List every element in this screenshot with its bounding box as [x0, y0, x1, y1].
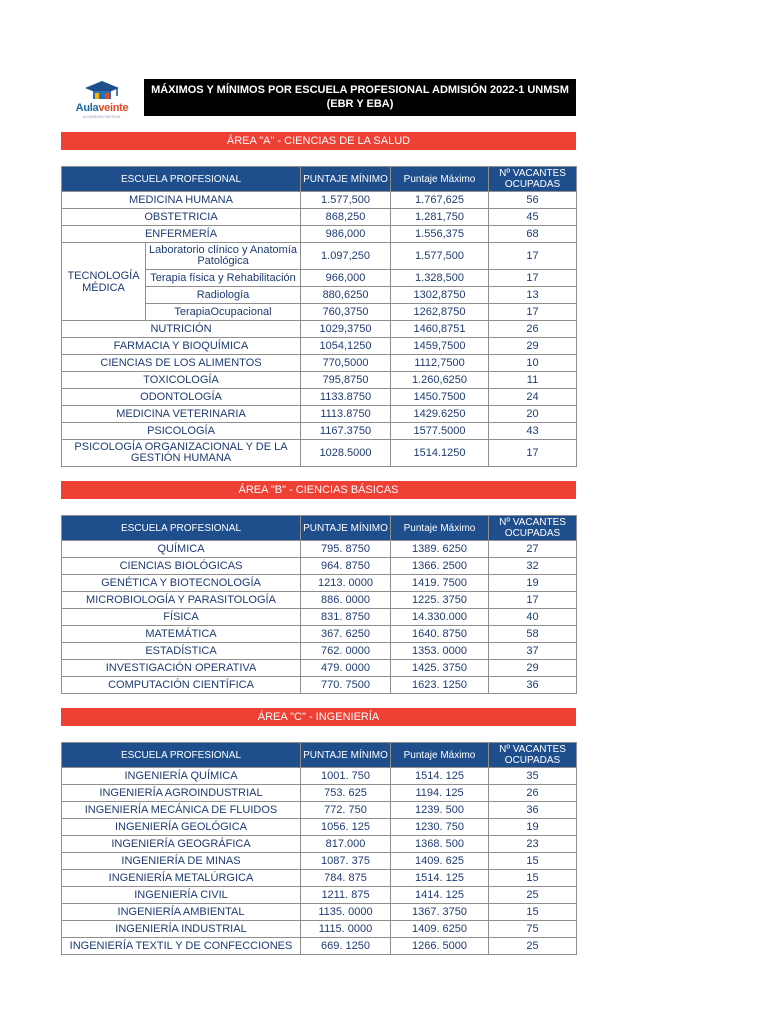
brand-name: Aulaveinte	[75, 102, 129, 114]
minimo-cell: 1213. 0000	[301, 575, 391, 592]
area-a-table	[61, 166, 577, 467]
table-row	[62, 192, 577, 209]
maximo-cell: 1302,8750	[391, 287, 489, 304]
escuela-cell: ESTADÍSTICA	[62, 643, 301, 660]
maximo-cell: 1367. 3750	[391, 904, 489, 921]
escuela-cell: MEDICINA HUMANA	[62, 192, 301, 209]
vacantes-cell: 17	[489, 592, 577, 609]
vacantes-cell: 15	[489, 870, 577, 887]
maximo-cell: 1459,7500	[391, 338, 489, 355]
table-row	[62, 819, 577, 836]
maximo-cell: 1389. 6250	[391, 541, 489, 558]
table-row	[62, 921, 577, 938]
table-row	[62, 836, 577, 853]
table-row	[62, 785, 577, 802]
vacantes-cell: 17	[489, 304, 577, 321]
minimo-cell: 966,000	[301, 270, 391, 287]
table-row	[62, 440, 577, 467]
minimo-cell: 795,8750	[301, 372, 391, 389]
vacantes-cell: 35	[489, 768, 577, 785]
minimo-cell: 760,3750	[301, 304, 391, 321]
table-row	[62, 372, 577, 389]
vacantes-cell: 36	[489, 677, 577, 694]
table-header-row	[62, 743, 577, 768]
table-row	[62, 660, 577, 677]
area-a-title: ÁREA "A" - CIENCIAS DE LA SALUD	[61, 132, 576, 150]
page-title	[144, 79, 576, 116]
sub-escuela-cell: Terapia física y Rehabilitación	[146, 270, 301, 287]
minimo-cell: 762. 0000	[301, 643, 391, 660]
vacantes-cell: 26	[489, 321, 577, 338]
minimo-cell: 479. 0000	[301, 660, 391, 677]
escuela-cell: INGENIERÍA MECÁNICA DE FLUIDOS	[62, 802, 301, 819]
table-row	[62, 938, 577, 955]
escuela-cell: FÍSICA	[62, 609, 301, 626]
table-header-row	[62, 516, 577, 541]
header-minimo: PUNTAJE MÍNIMO	[301, 516, 391, 541]
escuela-cell: NUTRICIÓN	[62, 321, 301, 338]
escuela-cell: QUÍMICA	[62, 541, 301, 558]
vacantes-cell: 13	[489, 287, 577, 304]
vacantes-cell: 56	[489, 192, 577, 209]
escuela-cell: GENÉTICA Y BIOTECNOLOGÍA	[62, 575, 301, 592]
vacantes-cell: 25	[489, 887, 577, 904]
table-row	[62, 226, 577, 243]
table-row	[62, 768, 577, 785]
escuela-cell: INGENIERÍA INDUSTRIAL	[62, 921, 301, 938]
escuela-cell: INGENIERÍA METALÚRGICA	[62, 870, 301, 887]
title-line-1: MÁXIMOS Y MÍNIMOS POR ESCUELA PROFESIONAL ADMISIÓN 2022-1 UNMSM	[151, 84, 569, 96]
vacantes-cell: 40	[489, 609, 577, 626]
maximo-cell: 1266. 5000	[391, 938, 489, 955]
graduation-cap-icon	[84, 80, 120, 102]
table-row	[62, 904, 577, 921]
minimo-cell: 772. 750	[301, 802, 391, 819]
escuela-cell: INGENIERÍA QUÍMICA	[62, 768, 301, 785]
maximo-cell: 1414. 125	[391, 887, 489, 904]
vacantes-cell: 32	[489, 558, 577, 575]
vacantes-cell: 29	[489, 338, 577, 355]
maximo-cell: 1514. 125	[391, 870, 489, 887]
table-row	[62, 321, 577, 338]
table-row	[62, 389, 577, 406]
maximo-cell: 14.330.000	[391, 609, 489, 626]
escuela-cell: CIENCIAS BIOLÓGICAS	[62, 558, 301, 575]
maximo-cell: 1623. 1250	[391, 677, 489, 694]
header-escuela: ESCUELA PROFESIONAL	[62, 516, 301, 541]
table-row	[62, 541, 577, 558]
maximo-cell: 1577.5000	[391, 423, 489, 440]
vacantes-cell: 29	[489, 660, 577, 677]
maximo-cell: 1194. 125	[391, 785, 489, 802]
vacantes-cell: 17	[489, 243, 577, 270]
table-row	[62, 626, 577, 643]
table-row	[62, 355, 577, 372]
escuela-cell: ODONTOLOGÍA	[62, 389, 301, 406]
sub-escuela-cell: TerapiaOcupacional	[146, 304, 301, 321]
maximo-cell: 1353. 0000	[391, 643, 489, 660]
minimo-cell: 1.097,250	[301, 243, 391, 270]
vacantes-cell: 75	[489, 921, 577, 938]
vacantes-cell: 36	[489, 802, 577, 819]
area-b-table	[61, 515, 577, 694]
maximo-cell: 1.281,750	[391, 209, 489, 226]
maximo-cell: 1.767,625	[391, 192, 489, 209]
header-vacantes: Nº VACANTES OCUPADAS	[489, 743, 577, 768]
minimo-cell: 1.577,500	[301, 192, 391, 209]
vacantes-cell: 17	[489, 270, 577, 287]
table-row	[62, 643, 577, 660]
maximo-cell: 1.556,375	[391, 226, 489, 243]
sub-escuela-cell: Laboratorio clínico y Anatomía Patológica	[146, 243, 301, 270]
table-row	[62, 423, 577, 440]
table-row	[62, 677, 577, 694]
maximo-cell: 1419. 7500	[391, 575, 489, 592]
minimo-cell: 367. 6250	[301, 626, 391, 643]
maximo-cell: 1409. 6250	[391, 921, 489, 938]
maximo-cell: 1450.7500	[391, 389, 489, 406]
escuela-cell: MATEMÁTICA	[62, 626, 301, 643]
sub-escuela-cell: Radiología	[146, 287, 301, 304]
escuela-cell: INGENIERÍA TEXTIL Y DE CONFECCIONES	[62, 938, 301, 955]
minimo-cell: 964. 8750	[301, 558, 391, 575]
minimo-cell: 1054,1250	[301, 338, 391, 355]
vacantes-cell: 27	[489, 541, 577, 558]
escuela-cell: MEDICINA VETERINARIA	[62, 406, 301, 423]
header-escuela: ESCUELA PROFESIONAL	[62, 167, 301, 192]
maximo-cell: 1225. 3750	[391, 592, 489, 609]
maximo-cell: 1409. 625	[391, 853, 489, 870]
minimo-cell: 770. 7500	[301, 677, 391, 694]
table-row	[62, 558, 577, 575]
minimo-cell: 1056. 125	[301, 819, 391, 836]
minimo-cell: 795. 8750	[301, 541, 391, 558]
minimo-cell: 868,250	[301, 209, 391, 226]
minimo-cell: 1029,3750	[301, 321, 391, 338]
header-maximo: Puntaje Máximo	[391, 743, 489, 768]
area-b-title: ÁREA "B" - CIENCIAS BÁSICAS	[61, 481, 576, 499]
minimo-cell: 1087. 375	[301, 853, 391, 870]
minimo-cell: 880,6250	[301, 287, 391, 304]
header-minimo: PUNTAJE MÍNIMO	[301, 167, 391, 192]
escuela-cell: MICROBIOLOGÍA Y PARASITOLOGÍA	[62, 592, 301, 609]
vacantes-cell: 17	[489, 440, 577, 467]
title-line-2: (EBR Y EBA)	[326, 98, 394, 110]
maximo-cell: 1262,8750	[391, 304, 489, 321]
minimo-cell: 831. 8750	[301, 609, 391, 626]
escuela-cell: INGENIERÍA GEOLÓGICA	[62, 819, 301, 836]
escuela-cell: INGENIERÍA CIVIL	[62, 887, 301, 904]
vacantes-cell: 15	[489, 904, 577, 921]
minimo-cell: 1133.8750	[301, 389, 391, 406]
minimo-cell: 1211. 875	[301, 887, 391, 904]
maximo-cell: 1112,7500	[391, 355, 489, 372]
vacantes-cell: 15	[489, 853, 577, 870]
table-row	[62, 870, 577, 887]
minimo-cell: 1115. 0000	[301, 921, 391, 938]
vacantes-cell: 45	[489, 209, 577, 226]
vacantes-cell: 43	[489, 423, 577, 440]
table-row	[62, 209, 577, 226]
escuela-cell: FARMACIA Y BIOQUÍMICA	[62, 338, 301, 355]
maximo-cell: 1460,8751	[391, 321, 489, 338]
table-row	[62, 609, 577, 626]
escuela-cell: TOXICOLOGÍA	[62, 372, 301, 389]
maximo-cell: 1366. 2500	[391, 558, 489, 575]
minimo-cell: 770,5000	[301, 355, 391, 372]
escuela-cell: ENFERMERÍA	[62, 226, 301, 243]
minimo-cell: 886. 0000	[301, 592, 391, 609]
vacantes-cell: 24	[489, 389, 577, 406]
vacantes-cell: 68	[489, 226, 577, 243]
vacantes-cell: 23	[489, 836, 577, 853]
table-row	[62, 853, 577, 870]
escuela-cell: INGENIERÍA GEOGRÁFICA	[62, 836, 301, 853]
table-row	[62, 887, 577, 904]
maximo-cell: 1239. 500	[391, 802, 489, 819]
vacantes-cell: 58	[489, 626, 577, 643]
maximo-cell: 1230. 750	[391, 819, 489, 836]
brand-tagline: ACADEMIA VIRTUAL	[82, 114, 122, 119]
escuela-cell: INGENIERÍA DE MINAS	[62, 853, 301, 870]
escuela-cell: CIENCIAS DE LOS ALIMENTOS	[62, 355, 301, 372]
table-row	[62, 338, 577, 355]
maximo-cell: 1514.1250	[391, 440, 489, 467]
table-row	[62, 243, 577, 270]
header-vacantes: Nº VACANTES OCUPADAS	[489, 516, 577, 541]
minimo-cell: 817.000	[301, 836, 391, 853]
vacantes-cell: 11	[489, 372, 577, 389]
table-header-row	[62, 167, 577, 192]
minimo-cell: 1135. 0000	[301, 904, 391, 921]
maximo-cell: 1.328,500	[391, 270, 489, 287]
maximo-cell: 1640. 8750	[391, 626, 489, 643]
maximo-cell: 1368. 500	[391, 836, 489, 853]
escuela-cell: INGENIERÍA AMBIENTAL	[62, 904, 301, 921]
tecnologia-medica-label: TECNOLOGÍA MÉDICA	[62, 243, 146, 321]
header-maximo: Puntaje Máximo	[391, 516, 489, 541]
minimo-cell: 986,000	[301, 226, 391, 243]
vacantes-cell: 37	[489, 643, 577, 660]
escuela-cell: PSICOLOGÍA	[62, 423, 301, 440]
escuela-cell: OBSTETRICIA	[62, 209, 301, 226]
maximo-cell: 1514. 125	[391, 768, 489, 785]
minimo-cell: 1028.5000	[301, 440, 391, 467]
escuela-cell: INGENIERÍA AGROINDUSTRIAL	[62, 785, 301, 802]
maximo-cell: 1429.6250	[391, 406, 489, 423]
vacantes-cell: 20	[489, 406, 577, 423]
vacantes-cell: 10	[489, 355, 577, 372]
logo	[62, 80, 142, 120]
area-c-title: ÁREA "C" - INGENIERÍA	[61, 708, 576, 726]
minimo-cell: 1167.3750	[301, 423, 391, 440]
area-c-table	[61, 742, 577, 955]
vacantes-cell: 19	[489, 575, 577, 592]
minimo-cell: 669. 1250	[301, 938, 391, 955]
escuela-cell: PSICOLOGÍA ORGANIZACIONAL Y DE LA GESTIÓN HUMANA	[62, 440, 301, 467]
header-vacantes: Nº VACANTES OCUPADAS	[489, 167, 577, 192]
table-row	[62, 592, 577, 609]
header-maximo: Puntaje Máximo	[391, 167, 489, 192]
vacantes-cell: 25	[489, 938, 577, 955]
minimo-cell: 1001. 750	[301, 768, 391, 785]
minimo-cell: 784. 875	[301, 870, 391, 887]
minimo-cell: 1113.8750	[301, 406, 391, 423]
maximo-cell: 1.260,6250	[391, 372, 489, 389]
table-row	[62, 406, 577, 423]
escuela-cell: INVESTIGACIÓN OPERATIVA	[62, 660, 301, 677]
maximo-cell: 1.577,500	[391, 243, 489, 270]
minimo-cell: 753. 625	[301, 785, 391, 802]
table-row	[62, 802, 577, 819]
maximo-cell: 1425. 3750	[391, 660, 489, 677]
vacantes-cell: 26	[489, 785, 577, 802]
header-minimo: PUNTAJE MÍNIMO	[301, 743, 391, 768]
table-row	[62, 575, 577, 592]
header-escuela: ESCUELA PROFESIONAL	[62, 743, 301, 768]
vacantes-cell: 19	[489, 819, 577, 836]
escuela-cell: COMPUTACIÓN CIENTÍFICA	[62, 677, 301, 694]
